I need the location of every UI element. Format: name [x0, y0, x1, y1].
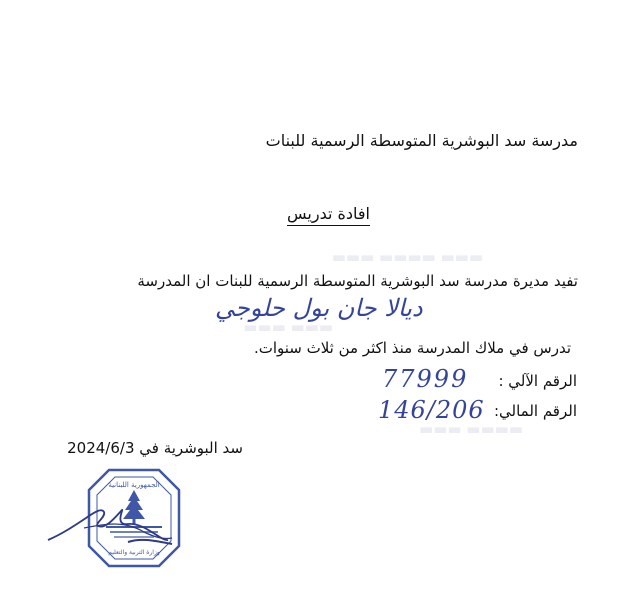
- body-line-1: تفيد مديرة مدرسة سد البوشرية المتوسطة الرسمية للبنات ان المدرسة: [137, 272, 578, 290]
- place-and-date: سد البوشرية في 2024/6/3: [67, 439, 243, 457]
- svg-text:وزارة التربية والتعليم: وزارة التربية والتعليم: [108, 549, 160, 556]
- handwritten-financial-number: 146/206: [378, 396, 485, 424]
- auto-number-label: الرقم الآلي :: [498, 372, 577, 390]
- handwritten-student-name: ديالا جان بول حلوجي: [215, 294, 423, 322]
- financial-number-label: الرقم المالي:: [493, 402, 577, 420]
- body-line-2: تدرس في ملاك المدرسة منذ اكثر من ثلاث سنوات.: [253, 339, 571, 357]
- bleed-through-text: ▬▬▬ ▬▬▬: [243, 318, 333, 336]
- official-seal: [44, 468, 219, 568]
- document-title: افادة تدريس: [287, 204, 370, 223]
- handwritten-auto-number: 77999: [382, 365, 469, 393]
- bleed-through-text: ▬▬▬▬ ▬▬▬: [419, 420, 523, 438]
- school-name: مدرسة سد البوشرية المتوسطة الرسمية للبنات: [265, 131, 578, 150]
- bleed-through-text: ▬▬▬ ▬▬▬▬ ▬▬▬: [331, 248, 483, 266]
- svg-text:الجمهورية اللبنانية: الجمهورية اللبنانية: [108, 481, 160, 489]
